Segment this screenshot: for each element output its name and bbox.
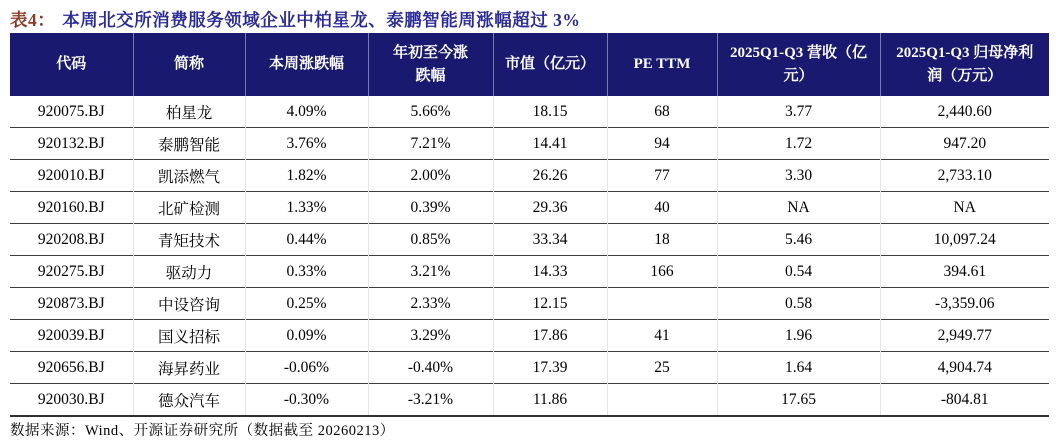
table-cell: 3.77	[717, 96, 880, 128]
table-cell: 青矩技术	[133, 224, 245, 256]
table-cell: 0.33%	[245, 256, 368, 288]
table-cell: 394.61	[880, 256, 1049, 288]
table-cell: NA	[717, 192, 880, 224]
table-cell: 2,733.10	[880, 160, 1049, 192]
table-cell: 25	[607, 352, 717, 384]
table-cell: 3.30	[717, 160, 880, 192]
table-header-row	[10, 33, 1049, 96]
table-cell: 920873.BJ	[10, 288, 133, 320]
table-cell: 920160.BJ	[10, 192, 133, 224]
table-cell: 920030.BJ	[10, 384, 133, 417]
table-cell: 12.15	[493, 288, 607, 320]
table-cell: 26.26	[493, 160, 607, 192]
header-cell-label: 市值（亿元）	[504, 56, 595, 73]
table-row	[10, 96, 1049, 128]
table-cell: 2.00%	[368, 160, 493, 192]
table-row	[10, 128, 1049, 160]
header-cell-label: 代码	[56, 56, 87, 73]
header-cell	[133, 33, 245, 96]
table-cell: 1.64	[717, 352, 880, 384]
header-cell	[607, 33, 717, 96]
table-cell: 29.36	[493, 192, 607, 224]
table-cell: 5.66%	[368, 96, 493, 128]
table-cell: 920275.BJ	[10, 256, 133, 288]
table-cell: 17.65	[717, 384, 880, 417]
header-cell-label: PE TTM	[633, 56, 691, 73]
table-row	[10, 384, 1049, 417]
table-cell: 17.86	[493, 320, 607, 352]
header-cell-label: 本周涨跌幅	[268, 56, 344, 73]
table-header	[10, 33, 1049, 96]
header-cell-label: 年初至今涨跌幅	[392, 45, 468, 84]
table-cell: 18.15	[493, 96, 607, 128]
header-cell	[245, 33, 368, 96]
table-cell: 7.21%	[368, 128, 493, 160]
table-cell: 10,097.24	[880, 224, 1049, 256]
table-cell: 3.29%	[368, 320, 493, 352]
table-cell: 3.21%	[368, 256, 493, 288]
table-cell: 0.44%	[245, 224, 368, 256]
table-cell: 德众汽车	[133, 384, 245, 417]
table-cell: 3.76%	[245, 128, 368, 160]
table-title-text: 本周北交所消费服务领域企业中柏星龙、泰鹏智能周涨幅超过 3%	[62, 10, 581, 30]
table-cell: 0.58	[717, 288, 880, 320]
table-cell: 947.20	[880, 128, 1049, 160]
table-cell: 41	[607, 320, 717, 352]
table-cell: 920010.BJ	[10, 160, 133, 192]
header-cell	[717, 33, 880, 96]
table-cell: 68	[607, 96, 717, 128]
table-cell: 166	[607, 256, 717, 288]
table-cell: 1.82%	[245, 160, 368, 192]
table-cell: 920075.BJ	[37, 102, 105, 120]
table-cell: 77	[607, 160, 717, 192]
table-cell: 4.09%	[245, 96, 368, 128]
table-cell: 4,904.74	[880, 352, 1049, 384]
table-row	[10, 288, 1049, 320]
data-source-note: 数据来源：Wind、开源证券研究所（数据截至 20260213）	[10, 423, 395, 439]
table-cell: 0.25%	[245, 288, 368, 320]
table-cell	[607, 384, 717, 417]
table-cell: 920656.BJ	[10, 352, 133, 384]
table-cell: 0.39%	[368, 192, 493, 224]
header-cell	[493, 33, 607, 96]
table-cell: 柏星龙	[133, 96, 245, 128]
header-cell	[368, 33, 493, 96]
table-row	[10, 256, 1049, 288]
table-cell: 中设咨询	[133, 288, 245, 320]
table-cell: 0.09%	[245, 320, 368, 352]
table-cell: 14.33	[493, 256, 607, 288]
header-cell	[10, 33, 133, 96]
table-row	[10, 320, 1049, 352]
table-row	[10, 192, 1049, 224]
table-cell: 凯添燃气	[133, 160, 245, 192]
stocks-table	[10, 33, 1049, 417]
table-cell: 18	[607, 224, 717, 256]
table-cell: 5.46	[717, 224, 880, 256]
table-cell: -3,359.06	[880, 288, 1049, 320]
table-cell: 11.86	[493, 384, 607, 417]
table-cell: -0.40%	[368, 352, 493, 384]
table-row	[10, 160, 1049, 192]
table-cell: 国义招标	[133, 320, 245, 352]
table-body	[10, 96, 1049, 416]
table-cell: 94	[607, 128, 717, 160]
table-cell: 1.72	[717, 128, 880, 160]
table-cell: -0.06%	[245, 352, 368, 384]
header-cell-label: 简称	[173, 56, 204, 73]
table-cell: 1.96	[717, 320, 880, 352]
table-cell: -3.21%	[368, 384, 493, 417]
table-cell: 1.33%	[245, 192, 368, 224]
table-cell: 14.41	[493, 128, 607, 160]
table-row	[10, 224, 1049, 256]
table-cell: -804.81	[880, 384, 1049, 417]
header-cell-label: 2025Q1-Q3 营收（亿元）	[729, 45, 868, 84]
header-cell-label: 2025Q1-Q3 归母净利润（万元）	[896, 45, 1034, 84]
table-cell: 2,440.60	[880, 96, 1049, 128]
table-cell: 40	[607, 192, 717, 224]
table-cell: 0.85%	[368, 224, 493, 256]
table-title-prefix: 表4：	[10, 10, 56, 30]
table-cell	[607, 288, 717, 320]
table-cell: 北矿检测	[133, 192, 245, 224]
table-cell: -0.30%	[245, 384, 368, 417]
table-title	[10, 7, 580, 32]
table-cell: 海昇药业	[133, 352, 245, 384]
table-cell: 17.39	[493, 352, 607, 384]
table-row	[10, 352, 1049, 384]
table-cell: 920039.BJ	[10, 320, 133, 352]
table-cell: 920208.BJ	[10, 224, 133, 256]
table-cell: 泰鹏智能	[133, 128, 245, 160]
table-cell: 920132.BJ	[10, 128, 133, 160]
header-cell	[880, 33, 1049, 96]
table-cell: 0.54	[717, 256, 880, 288]
table-cell: 驱动力	[133, 256, 245, 288]
table-cell: 33.34	[493, 224, 607, 256]
table-cell: 2.33%	[368, 288, 493, 320]
table-cell: NA	[880, 192, 1049, 224]
table-cell: 2,949.77	[880, 320, 1049, 352]
